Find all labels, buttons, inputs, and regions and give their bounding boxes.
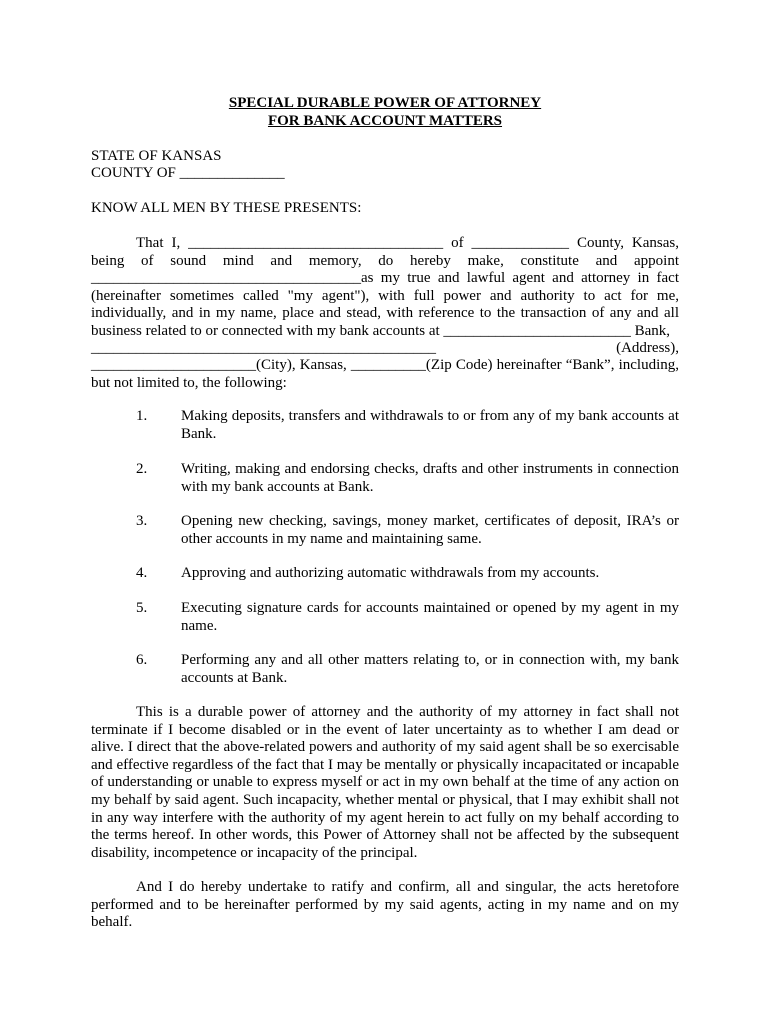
document-title-line1: SPECIAL DURABLE POWER OF ATTORNEY bbox=[228, 95, 542, 111]
list-item-number: 5. bbox=[136, 600, 148, 616]
address-label: (Address), bbox=[616, 340, 679, 356]
list-item-text: Approving and authorizing automatic withdrawals from my accounts. bbox=[181, 565, 600, 581]
document-title-line2: FOR BANK ACCOUNT MATTERS bbox=[267, 113, 503, 129]
list-item-text: Making deposits, transfers and withdrawals to or from any of my bank accounts at Bank. bbox=[181, 408, 679, 442]
list-item-number: 1. bbox=[136, 408, 148, 424]
know-all-heading: KNOW ALL MEN BY THESE PRESENTS: bbox=[91, 200, 362, 216]
list-item-number: 3. bbox=[136, 513, 148, 529]
county-line: COUNTY OF ______________ bbox=[91, 165, 285, 181]
list-item-text: Performing any and all other matters relating to, or in connection with, my bank accounts at Bank. bbox=[181, 652, 679, 686]
ratify-paragraph: And I do hereby undertake to ratify and confirm, all and singular, the acts heretofore performed and to be hereinafter performed by my said agents, acting in my name and on my behalf. bbox=[91, 879, 679, 931]
list-item-text: Opening new checking, savings, money market, certificates of deposit, IRA’s or other accounts in my name and maintaining same. bbox=[181, 513, 679, 547]
durable-paragraph: This is a durable power of attorney and the authority of my attorney in fact shall not terminate if I become disabled or in the event of later uncertainty as to whether I am dead or alive. I direct that the above-related powers and authority of my said agent shall be so exercisable and effective regardless of the fact that I may be mentally or physically incapacitated or incapable of understanding or unable to express myself or act in my own behalf at the time of any action on my behalf by said agent. Such incapacity, whether mental or physical, that I may exhibit shall not in any way interfere with the authority of my agent herein to act fully on my behalf according to the terms hereof. In other words, this Power of Attorney shall not be affected by the subsequent disability, incompetence or incapacity of the principal. bbox=[91, 704, 679, 861]
list-item-text: Writing, making and endorsing checks, drafts and other instruments in connection with my bank accounts at Bank. bbox=[181, 461, 679, 495]
list-item-number: 2. bbox=[136, 461, 148, 477]
state-line: STATE OF KANSAS bbox=[91, 148, 222, 164]
list-item-number: 4. bbox=[136, 565, 148, 581]
list-item-text: Executing signature cards for accounts maintained or opened by my agent in my name. bbox=[181, 600, 679, 634]
address-blank: ______________________________________________ bbox=[91, 340, 436, 356]
city-zip-paragraph: ______________________(City), Kansas, __________(Zip Code) hereinafter “Bank”, including, but not limited to, the following: bbox=[91, 357, 679, 391]
list-item-number: 6. bbox=[136, 652, 148, 668]
intro-paragraph: That I, __________________________________ of _____________ County, Kansas, being of sound mind and memory, do hereby make, constitute and appoint ____________________________________as my true and lawful agent and attorney in fact (hereinafter sometimes called "my agent"), with full power and authority to act for me, individually, and in my name, place and stead, with reference to the transaction of any and all business related to or connected with my bank accounts at _________________________ Bank, bbox=[91, 235, 679, 339]
